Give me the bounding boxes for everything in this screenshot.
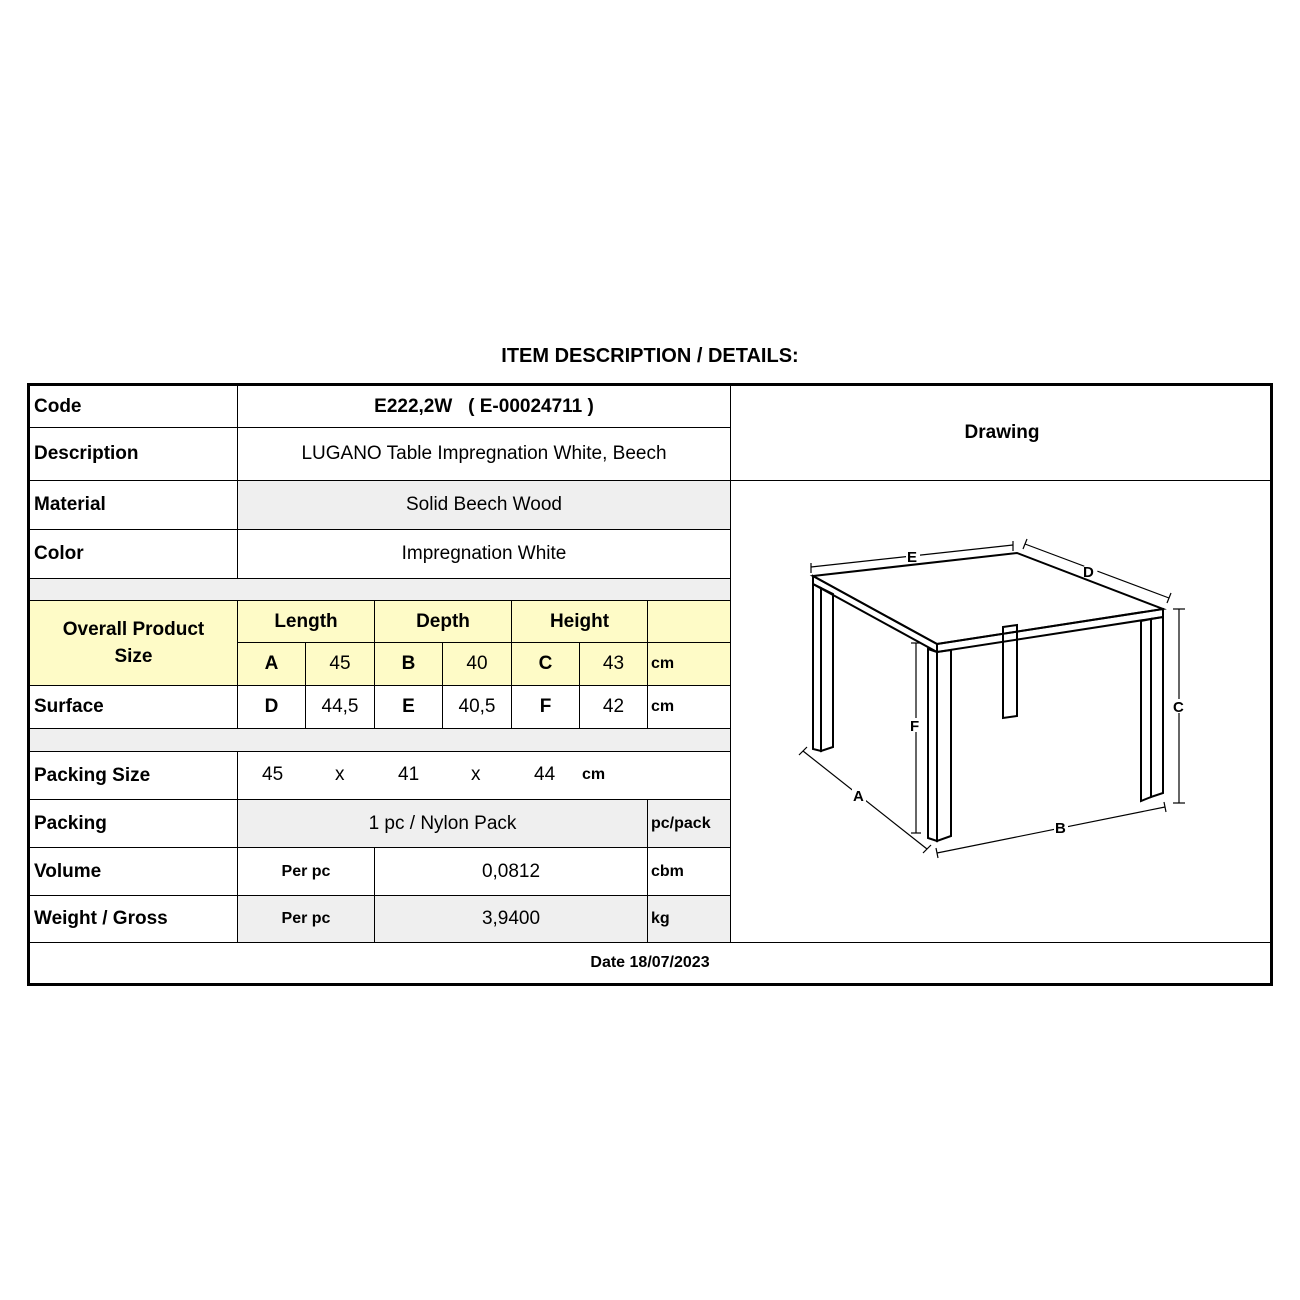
- dim-label-b: B: [1055, 819, 1066, 837]
- drawing-panel: [731, 481, 1273, 943]
- table-drawing: [731, 481, 1273, 943]
- depth-header: Depth: [375, 601, 512, 643]
- dim-label-a: A: [853, 787, 864, 805]
- color-label: Color: [30, 530, 238, 579]
- leg-left: [821, 588, 833, 751]
- material-value: Solid Beech Wood: [238, 481, 731, 530]
- letter-e: E: [375, 686, 443, 729]
- weight-unit: kg: [648, 896, 731, 943]
- weight-value: 3,9400: [375, 896, 648, 943]
- dim-label-f: F: [910, 717, 920, 735]
- volume-unit: cbm: [648, 848, 731, 896]
- letter-c: C: [512, 643, 580, 686]
- material-label: Material: [30, 481, 238, 530]
- packing-size-unit: cm: [582, 766, 606, 783]
- value-f: 42: [580, 686, 648, 729]
- description-label: Description: [30, 428, 238, 481]
- tabletop-top: [813, 553, 1163, 644]
- letter-d: D: [238, 686, 306, 729]
- packing-size-cell: [238, 752, 731, 800]
- spacer-row: [30, 579, 731, 601]
- packing-size-length: 45: [262, 764, 284, 785]
- volume-label: Volume: [30, 848, 238, 896]
- packing-size-sep-1: x: [335, 764, 345, 785]
- leg-front: [937, 650, 951, 841]
- surface-label: Surface: [30, 686, 238, 729]
- tabletop-front-edge: [813, 576, 937, 652]
- letter-b: B: [375, 643, 443, 686]
- dim-label-d: D: [1083, 563, 1094, 581]
- overall-unit: cm: [648, 643, 731, 686]
- drawing-header: Drawing: [731, 386, 1273, 481]
- date-footer: Date 18/07/2023: [590, 954, 710, 971]
- packing-value: 1 pc / Nylon Pack: [238, 800, 648, 848]
- description-value: LUGANO Table Impregnation White, Beech: [238, 428, 731, 481]
- color-value: Impregnation White: [238, 530, 731, 579]
- dim-label-c: C: [1173, 698, 1184, 716]
- value-a: 45: [306, 643, 375, 686]
- page-title: ITEM DESCRIPTION / DETAILS:: [501, 345, 799, 367]
- item-details-sheet: [27, 383, 1273, 986]
- value-b: 40: [443, 643, 512, 686]
- packing-unit: pc/pack: [648, 800, 731, 848]
- code-value: E222,2W ( E-00024711 ): [238, 386, 731, 428]
- value-e: 40,5: [443, 686, 512, 729]
- tabletop-right-edge: [937, 609, 1163, 652]
- dim-b-line: [937, 807, 1165, 853]
- leg-right: [1151, 617, 1163, 797]
- code-label: Code: [30, 386, 238, 428]
- overall-size-label: Overall Product Size: [30, 601, 238, 686]
- spacer-row-2: [30, 729, 731, 752]
- packing-size-height: 44: [534, 764, 556, 785]
- weight-per: Per pc: [238, 896, 375, 943]
- value-d: 44,5: [306, 686, 375, 729]
- unit-header-blank: [648, 601, 731, 643]
- surface-unit: cm: [648, 686, 731, 729]
- packing-size-sep-2: x: [471, 764, 481, 785]
- value-c: 43: [580, 643, 648, 686]
- volume-value: 0,0812: [375, 848, 648, 896]
- weight-label: Weight / Gross: [30, 896, 238, 943]
- letter-f: F: [512, 686, 580, 729]
- dim-label-e: E: [907, 548, 918, 566]
- packing-label: Packing: [30, 800, 238, 848]
- volume-per: Per pc: [238, 848, 375, 896]
- height-header: Height: [512, 601, 648, 643]
- packing-size-label: Packing Size: [30, 752, 238, 800]
- length-header: Length: [238, 601, 375, 643]
- packing-size-width: 41: [398, 764, 420, 785]
- letter-a: A: [238, 643, 306, 686]
